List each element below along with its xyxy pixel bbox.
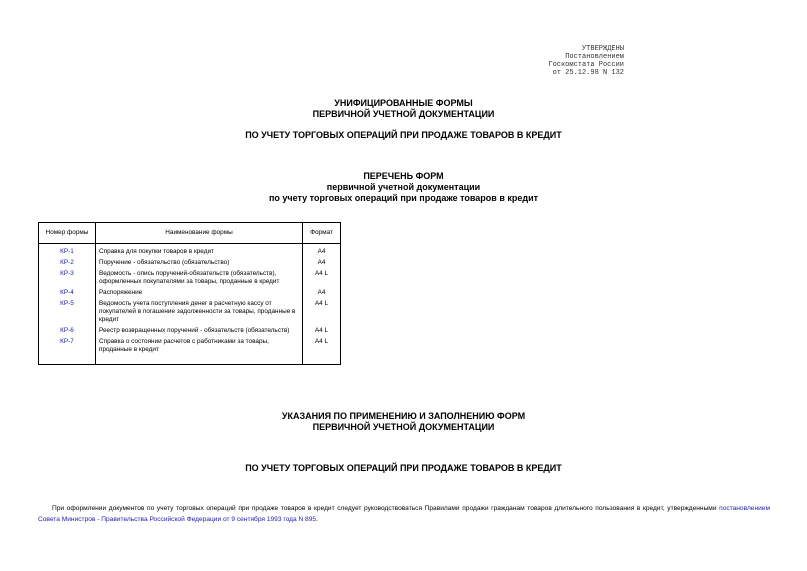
- table-row: [39, 288, 341, 299]
- form-number-link[interactable]: КР-4: [39, 288, 96, 299]
- instructions-heading: [0, 411, 807, 433]
- form-name: Справка о состоянии расчетов с работниками за товары, проданные в кредит: [96, 337, 303, 356]
- form-number-link[interactable]: КР-1: [39, 247, 96, 258]
- paragraph-text: При оформлении документов по учету торговых операций при продаже товаров в кредит следует руководствоваться Правилами продажи гражданам товаров длительного пользования в кредит, утвержденными: [52, 505, 717, 512]
- title-line: ПЕРВИЧНОЙ УЧЕТНОЙ ДОКУМЕНТАЦИИ: [312, 109, 495, 119]
- form-number-link[interactable]: КР-7: [39, 337, 96, 356]
- header-name: Наименование формы: [96, 223, 303, 244]
- list-heading-line: ПЕРЕЧЕНЬ ФОРМ: [363, 171, 444, 181]
- title-line: УНИФИЦИРОВАННЫЕ ФОРМЫ: [334, 98, 473, 108]
- list-heading-line: первичной учетной документации: [326, 182, 481, 192]
- form-number-link[interactable]: КР-2: [39, 258, 96, 269]
- resolution-link[interactable]: постановлением Совета Министров - Правительства Российской Федерации от 9 сентября 1993 года N 895: [38, 505, 770, 523]
- forms-list-heading: [0, 171, 807, 204]
- forms-table: [38, 222, 341, 365]
- table-header-row: [39, 223, 341, 244]
- approval-line: от 25.12.98 N 132: [552, 69, 624, 77]
- form-name: Ведомость учета поступления денег в расчетную кассу от покупателей в погашение задолженности за товары, проданные в кредит: [96, 299, 303, 326]
- form-format: А4: [303, 247, 341, 258]
- form-name: Поручение - обязательство (обязательство): [96, 258, 303, 269]
- form-number-link[interactable]: КР-6: [39, 326, 96, 337]
- form-format: А4: [303, 288, 341, 299]
- form-format: А4 L: [303, 337, 341, 356]
- table-row: [39, 326, 341, 337]
- form-name: Ведомость - опись поручений-обязательств (обязательств), оформленных покупателями за товары, проданные в кредит: [96, 269, 303, 288]
- approval-line: Постановлением: [565, 53, 624, 61]
- table-row: [39, 299, 341, 326]
- form-name: Реестр возвращенных поручений - обязательств (обязательств): [96, 326, 303, 337]
- table-row: [39, 269, 341, 288]
- subtitle-line: ПО УЧЕТУ ТОРГОВЫХ ОПЕРАЦИЙ ПРИ ПРОДАЖЕ ТОВАРОВ В КРЕДИТ: [245, 130, 562, 140]
- form-name: Распоряжение: [96, 288, 303, 299]
- form-format: А4 L: [303, 269, 341, 288]
- form-number-link[interactable]: КР-3: [39, 269, 96, 288]
- form-name: Справка для покупки товаров в кредит: [96, 247, 303, 258]
- table-row: [39, 247, 341, 258]
- paragraph-end: .: [316, 516, 318, 523]
- table-row: [39, 337, 341, 356]
- document-subtitle: [0, 130, 807, 141]
- instructions-line: УКАЗАНИЯ ПО ПРИМЕНЕНИЮ И ЗАПОЛНЕНИЮ ФОРМ: [281, 411, 526, 421]
- table-row: [39, 258, 341, 269]
- approval-line: УТВЕРЖДЕНЫ: [581, 45, 624, 53]
- header-format: Формат: [303, 223, 341, 244]
- form-format: А4: [303, 258, 341, 269]
- header-number: Номер формы: [39, 223, 96, 244]
- instructions-line: ПО УЧЕТУ ТОРГОВЫХ ОПЕРАЦИЙ ПРИ ПРОДАЖЕ ТОВАРОВ В КРЕДИТ: [245, 463, 562, 473]
- table-row: [39, 356, 341, 364]
- document-title: [0, 98, 807, 120]
- instructions-line: ПЕРВИЧНОЙ УЧЕТНОЙ ДОКУМЕНТАЦИИ: [312, 422, 495, 432]
- form-format: А4 L: [303, 326, 341, 337]
- form-number-link[interactable]: КР-5: [39, 299, 96, 326]
- instructions-paragraph: [38, 503, 770, 525]
- approval-line: Госкомстата России: [548, 61, 624, 69]
- form-format: А4 L: [303, 299, 341, 326]
- instructions-subheading: [0, 463, 807, 474]
- approval-stamp: [548, 45, 624, 77]
- list-heading-line: по учету торговых операций при продаже товаров в кредит: [268, 193, 539, 203]
